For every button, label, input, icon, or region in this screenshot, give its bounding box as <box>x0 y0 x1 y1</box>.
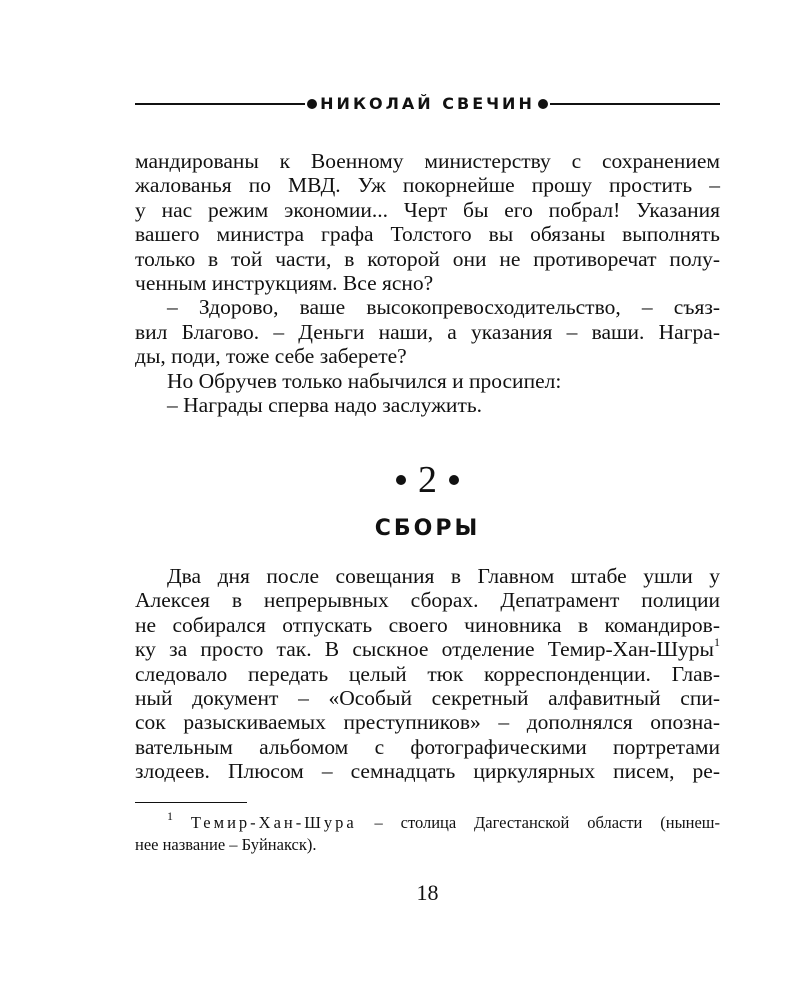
footnote-term: Темир-Хан-Шура <box>190 813 357 832</box>
text-line: следовало передать целый тюк корреспонденции. Глав- <box>135 661 720 686</box>
text-line: Алексея в непрерывных сборах. Депатрамент полиции <box>135 588 720 613</box>
text-line: ченным инструкциям. Все ясно? <box>135 271 434 296</box>
footnote-mark: 1 <box>167 808 173 823</box>
text-line: ды, поди, тоже себе заберете? <box>135 344 407 369</box>
text-line: вил Благово. – Деньги наши, а указания – ваши. Награ- <box>135 319 720 344</box>
text-line-content: ку за просто так. В сыскное отделение Темир-Хан-Шуры <box>135 637 714 662</box>
text-line: мандированы к Военному министерству с сохранением <box>135 149 720 173</box>
chapter-bullet-left <box>396 475 406 485</box>
chapter-bullet-right <box>449 475 459 485</box>
text-line: у нас режим экономии... Черт бы его побрал! Указания <box>135 197 720 222</box>
footnote-reference[interactable]: 1 <box>714 635 720 650</box>
text-line: вашего министра графа Толстого вы обязаны выполнять <box>135 222 720 247</box>
page-number: 18 <box>416 880 439 905</box>
footnote-rule <box>135 802 247 803</box>
chapter-number-value: 2 <box>418 459 437 501</box>
footnote-text: – столица Дагестанской области (нынеш- <box>356 813 721 832</box>
text-line: только в той части, в которой они не противоречат полу- <box>135 246 720 271</box>
footnote-line <box>135 808 721 834</box>
chapter-number <box>135 458 720 502</box>
text-line: Но Обручев только набычился и просипел: <box>167 368 562 393</box>
text-line: ный документ – «Особый секретный алфавитный спи- <box>135 686 720 711</box>
text-line: вательным альбомом с фотографическими портретами <box>135 734 720 759</box>
text-block-top <box>135 149 720 417</box>
header-bullet-right <box>538 99 548 109</box>
footnote-line: нее название – Буйнакск). <box>135 835 317 854</box>
running-header <box>135 92 720 116</box>
footnote <box>135 808 721 856</box>
text-line: жалованья по МВД. Уж покорнейше прошу простить – <box>135 173 720 198</box>
text-line: не собирался отпускать своего чиновника в командиров- <box>135 612 720 637</box>
text-line: сок разыскиваемых преступников» – дополнялся опозна- <box>135 710 720 735</box>
chapter-title: СБОРЫ <box>374 516 481 541</box>
text-line: Два дня после совещания в Главном штабе ушли у <box>167 564 720 588</box>
text-line <box>135 637 720 661</box>
text-line: злодеев. Плюсом – семнадцать циркулярных писем, ре- <box>135 759 720 784</box>
text-line: – Здорово, ваше высокопревосходительство, – съяз- <box>167 295 720 320</box>
text-line: – Награды сперва надо заслужить. <box>167 393 483 418</box>
text-block-bottom <box>135 564 720 784</box>
header-author: НИКОЛАЙ СВЕЧИН <box>320 94 535 113</box>
header-rule-right <box>550 103 720 105</box>
